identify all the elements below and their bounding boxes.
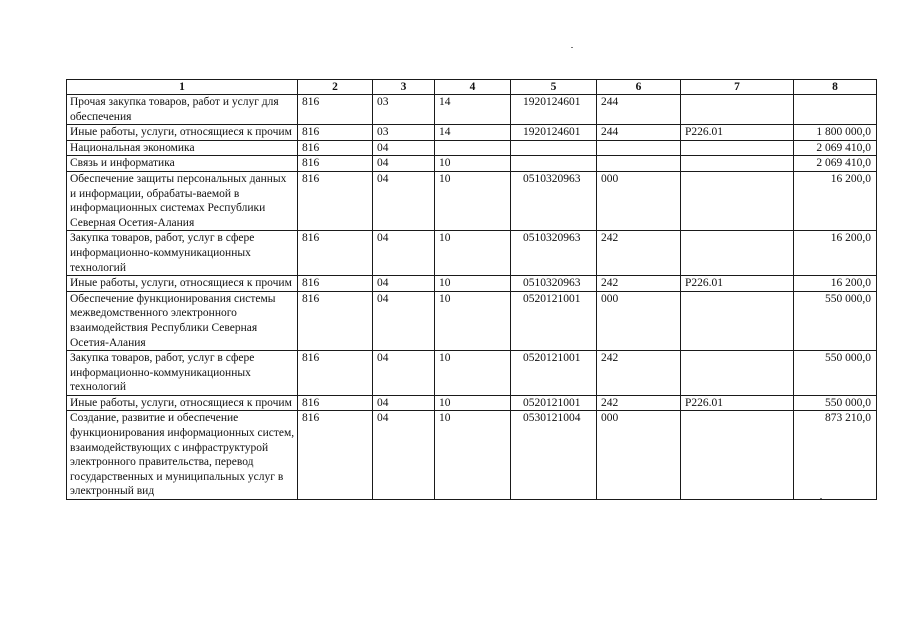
cell-col-8: 16 200,0 bbox=[794, 231, 877, 276]
cell-col-5: 0510320963 bbox=[511, 276, 597, 292]
table-row bbox=[67, 156, 877, 172]
table-row bbox=[67, 411, 877, 500]
cell-col-4: 14 bbox=[435, 125, 511, 141]
table-row bbox=[67, 291, 877, 350]
cell-col-3: 03 bbox=[373, 125, 435, 141]
row-name: Создание, развитие и обеспечение функционирования информационных систем, взаимодействующих с инфраструктурой электронного правительства, перевод государственных и муниципальных услуг в электронный вид bbox=[67, 411, 298, 500]
cell-col-3: 04 bbox=[373, 276, 435, 292]
cell-col-6: 242 bbox=[597, 351, 681, 396]
cell-col-6: 244 bbox=[597, 125, 681, 141]
column-header-1: 1 bbox=[67, 80, 298, 95]
row-name: Закупка товаров, работ, услуг в сфере информационно-коммуникационных технологий bbox=[67, 351, 298, 396]
cell-col-7 bbox=[681, 351, 794, 396]
table-row bbox=[67, 351, 877, 396]
cell-col-8: 2 069 410,0 bbox=[794, 156, 877, 172]
row-name: Связь и информатика bbox=[67, 156, 298, 172]
cell-col-3: 04 bbox=[373, 291, 435, 350]
cell-col-4: 10 bbox=[435, 156, 511, 172]
cell-col-2: 816 bbox=[298, 395, 373, 411]
column-header-4: 4 bbox=[435, 80, 511, 95]
cell-col-2: 816 bbox=[298, 351, 373, 396]
cell-col-2: 816 bbox=[298, 411, 373, 500]
cell-col-2: 816 bbox=[298, 140, 373, 156]
cell-col-5: 0530121004 bbox=[511, 411, 597, 500]
cell-col-5: 0510320963 bbox=[511, 171, 597, 230]
cell-col-7: P226.01 bbox=[681, 276, 794, 292]
cell-col-5: 1920124601 bbox=[511, 125, 597, 141]
cell-col-5: 0520121001 bbox=[511, 395, 597, 411]
column-header-6: 6 bbox=[597, 80, 681, 95]
cell-col-4: 10 bbox=[435, 411, 511, 500]
cell-col-5: 1920124601 bbox=[511, 95, 597, 125]
row-name: Иные работы, услуги, относящиеся к прочим bbox=[67, 395, 298, 411]
cell-col-2: 816 bbox=[298, 291, 373, 350]
cell-col-7 bbox=[681, 231, 794, 276]
row-name: Иные работы, услуги, относящиеся к прочим bbox=[67, 125, 298, 141]
cell-col-7 bbox=[681, 156, 794, 172]
table-row bbox=[67, 231, 877, 276]
cell-col-7 bbox=[681, 140, 794, 156]
scan-speck bbox=[571, 47, 573, 48]
row-name: Обеспечение защиты персональных данных и информации, обрабаты-ваемой в информационных системах Республики Северная Осетия-Алания bbox=[67, 171, 298, 230]
cell-col-5 bbox=[511, 156, 597, 172]
cell-col-8: 550 000,0 bbox=[794, 291, 877, 350]
cell-col-3: 04 bbox=[373, 411, 435, 500]
cell-col-7: P226.01 bbox=[681, 395, 794, 411]
cell-col-6: 242 bbox=[597, 395, 681, 411]
cell-col-5: 0510320963 bbox=[511, 231, 597, 276]
cell-col-5: 0520121001 bbox=[511, 291, 597, 350]
cell-col-6 bbox=[597, 156, 681, 172]
cell-col-4: 10 bbox=[435, 231, 511, 276]
cell-col-2: 816 bbox=[298, 156, 373, 172]
cell-col-8: 873 210,0 bbox=[794, 411, 877, 500]
cell-col-8: 16 200,0 bbox=[794, 171, 877, 230]
cell-col-3: 04 bbox=[373, 156, 435, 172]
table-row bbox=[67, 95, 877, 125]
cell-col-8: 2 069 410,0 bbox=[794, 140, 877, 156]
table-row bbox=[67, 171, 877, 230]
table-row bbox=[67, 395, 877, 411]
table-row bbox=[67, 276, 877, 292]
cell-col-3: 03 bbox=[373, 95, 435, 125]
cell-col-7: P226.01 bbox=[681, 125, 794, 141]
row-name: Национальная экономика bbox=[67, 140, 298, 156]
cell-col-7 bbox=[681, 411, 794, 500]
table-header-row bbox=[67, 80, 877, 95]
cell-col-8: 1 800 000,0 bbox=[794, 125, 877, 141]
table-row bbox=[67, 125, 877, 141]
column-header-8: 8 bbox=[794, 80, 877, 95]
column-header-3: 3 bbox=[373, 80, 435, 95]
cell-col-3: 04 bbox=[373, 351, 435, 396]
cell-col-4: 10 bbox=[435, 291, 511, 350]
cell-col-2: 816 bbox=[298, 231, 373, 276]
cell-col-5 bbox=[511, 140, 597, 156]
column-header-7: 7 bbox=[681, 80, 794, 95]
cell-col-4: 10 bbox=[435, 276, 511, 292]
cell-col-3: 04 bbox=[373, 171, 435, 230]
table-row bbox=[67, 140, 877, 156]
cell-col-2: 816 bbox=[298, 95, 373, 125]
cell-col-8 bbox=[794, 95, 877, 125]
cell-col-2: 816 bbox=[298, 125, 373, 141]
cell-col-4: 14 bbox=[435, 95, 511, 125]
cell-col-2: 816 bbox=[298, 171, 373, 230]
cell-col-3: 04 bbox=[373, 231, 435, 276]
cell-col-6: 244 bbox=[597, 95, 681, 125]
cell-col-7 bbox=[681, 95, 794, 125]
cell-col-4: 10 bbox=[435, 351, 511, 396]
cell-col-4 bbox=[435, 140, 511, 156]
row-name: Прочая закупка товаров, работ и услуг для обеспечения bbox=[67, 95, 298, 125]
row-name: Закупка товаров, работ, услуг в сфере информационно-коммуникационных технологий bbox=[67, 231, 298, 276]
cell-col-6: 242 bbox=[597, 231, 681, 276]
cell-col-3: 04 bbox=[373, 140, 435, 156]
cell-col-6: 000 bbox=[597, 291, 681, 350]
row-name: Обеспечение функционирования системы межведомственного электронного взаимодействия Республики Северная Осетия-Алания bbox=[67, 291, 298, 350]
budget-table bbox=[66, 79, 877, 500]
column-header-2: 2 bbox=[298, 80, 373, 95]
cell-col-6: 000 bbox=[597, 171, 681, 230]
cell-col-4: 10 bbox=[435, 395, 511, 411]
cell-col-8: 550 000,0 bbox=[794, 395, 877, 411]
cell-col-7 bbox=[681, 171, 794, 230]
cell-col-4: 10 bbox=[435, 171, 511, 230]
row-name: Иные работы, услуги, относящиеся к прочим bbox=[67, 276, 298, 292]
column-header-5: 5 bbox=[511, 80, 597, 95]
cell-col-3: 04 bbox=[373, 395, 435, 411]
cell-col-7 bbox=[681, 291, 794, 350]
cell-col-2: 816 bbox=[298, 276, 373, 292]
cell-col-6: 000 bbox=[597, 411, 681, 500]
cell-col-8: 16 200,0 bbox=[794, 276, 877, 292]
cell-col-6 bbox=[597, 140, 681, 156]
cell-col-5: 0520121001 bbox=[511, 351, 597, 396]
cell-col-6: 242 bbox=[597, 276, 681, 292]
cell-col-8: 550 000,0 bbox=[794, 351, 877, 396]
